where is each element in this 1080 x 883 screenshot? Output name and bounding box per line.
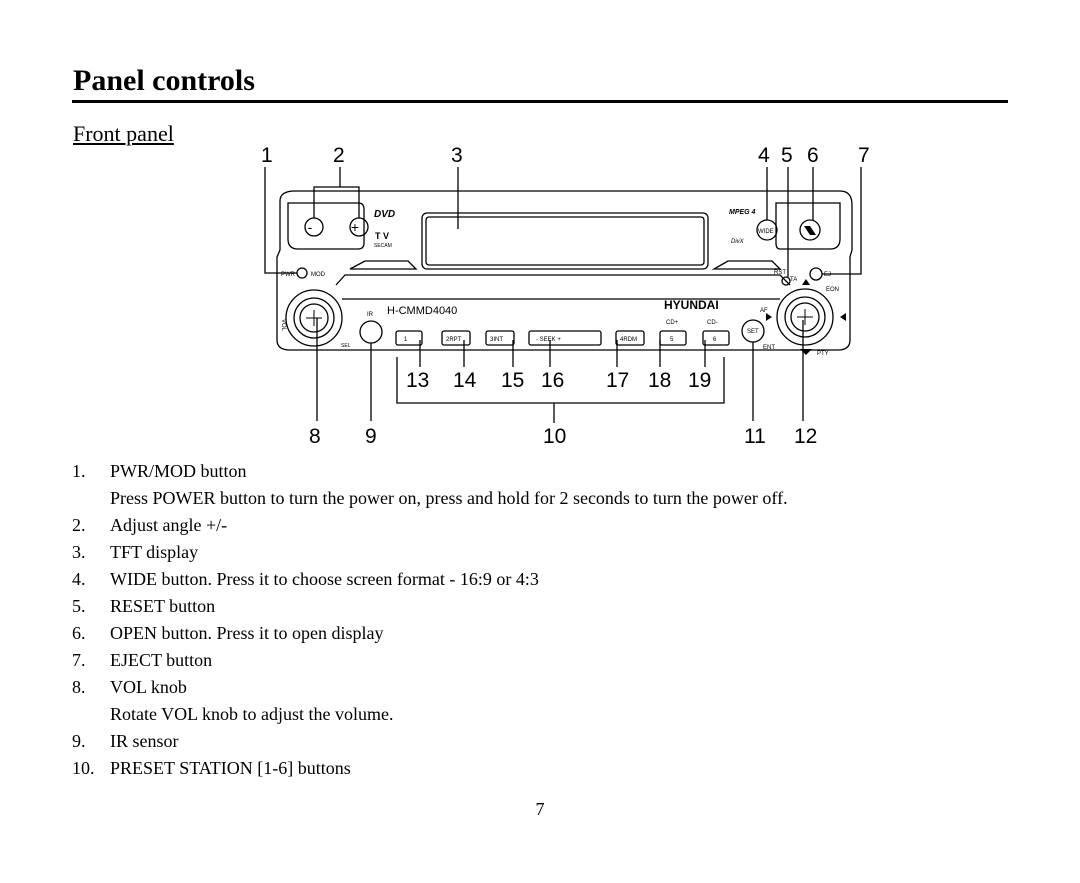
callout-12: 12 (794, 425, 818, 448)
callout-3: 3 (451, 144, 463, 167)
mod-label: MOD (311, 272, 325, 278)
list-item: 9. IR sensor (72, 731, 179, 751)
ta-label: TA (790, 277, 798, 283)
ej-label: EJ (824, 272, 832, 278)
pty-label: PTY (817, 351, 829, 357)
preset-3-label: 3INT (490, 337, 504, 343)
list-item-description: Rotate VOL knob to adjust the volume. (110, 704, 394, 724)
callout-13: 13 (406, 369, 430, 392)
list-item: 4. WIDE button. Press it to choose screen format - 16:9 or 4:3 (72, 569, 539, 589)
right-arrow-icon (840, 313, 846, 321)
callout-4: 4 (758, 144, 770, 167)
set-label: SET (747, 329, 759, 335)
preset-6-label: 6 (713, 337, 717, 343)
list-item: 1. PWR/MOD button (72, 461, 247, 481)
callout-15: 15 (501, 369, 525, 392)
ir-label: IR (367, 312, 373, 318)
pwr-mod-button[interactable] (297, 268, 307, 278)
ta-up-arrow-icon (802, 279, 810, 285)
page-title: Panel controls (73, 64, 255, 97)
page-number: 7 (535, 799, 545, 819)
controls-list (72, 458, 1032, 782)
angle-plus-label: + (350, 219, 360, 235)
list-item-description: Press POWER button to turn the power on, press and hold for 2 seconds to turn the power off. (110, 488, 788, 508)
list-item: 6. OPEN button. Press it to open display (72, 623, 384, 643)
model-label: H-CMMD4040 (387, 305, 458, 317)
title-rule (72, 100, 1008, 103)
callout-9: 9 (365, 425, 377, 448)
callout-7: 7 (858, 144, 870, 167)
callout-6: 6 (807, 144, 819, 167)
callout-14: 14 (453, 369, 477, 392)
list-item: 3. TFT display (72, 542, 199, 562)
preset-5-label: 5 (670, 337, 674, 343)
rst-label: RST (774, 270, 786, 276)
callout-17: 17 (606, 369, 630, 392)
list-item: 5. RESET button (72, 596, 216, 616)
preset-1-button[interactable] (396, 331, 422, 345)
divx-logo: DivX (731, 239, 744, 245)
pwr-label: PWR (281, 272, 295, 278)
angle-minus-label: - (307, 219, 313, 235)
cd-minus-label: CD- (707, 320, 718, 326)
callout-2: 2 (333, 144, 345, 167)
mpeg4-logo: MPEG 4 (729, 209, 756, 216)
ent-label: ENT (763, 345, 775, 351)
list-item: 8. VOL knob (72, 677, 187, 697)
af-label: AF (760, 308, 768, 314)
preset-1-label: 1 (404, 337, 408, 343)
preset-2-label: 2RPT (446, 337, 462, 343)
brand-logo: HYUNDAI (664, 298, 719, 312)
wide-label: WIDE (758, 229, 774, 235)
tv-logo: T V (375, 231, 390, 241)
callout-5: 5 (781, 144, 793, 167)
secam-label: SECAM (374, 243, 392, 249)
down-arrow-icon (800, 349, 812, 355)
callout-1: 1 (261, 144, 273, 167)
callout-19: 19 (688, 369, 712, 392)
eon-label: EON (826, 287, 840, 293)
sel-label: SEL (341, 343, 351, 349)
callout-16: 16 (541, 369, 565, 392)
left-arrow-icon (766, 313, 772, 321)
callout-11: 11 (744, 425, 766, 448)
vol-label: VOL (280, 319, 286, 332)
dvd-logo: DVD (374, 209, 396, 220)
tft-display (426, 217, 704, 265)
list-item: 2. Adjust angle +/- (72, 515, 228, 535)
seek-label: - SEEK + (536, 337, 561, 343)
cd-plus-label: CD+ (666, 320, 679, 326)
eject-button[interactable] (810, 268, 822, 280)
ir-sensor (360, 321, 382, 343)
eject-triangle-icon (804, 226, 816, 235)
callout-18: 18 (648, 369, 672, 392)
callout-10: 10 (543, 425, 567, 448)
list-item: 7. EJECT button (72, 650, 213, 670)
list-item: 10. PRESET STATION [1-6] buttons (72, 758, 351, 778)
preset-4-label: 4RDM (620, 337, 638, 343)
panel-body (277, 191, 852, 350)
section-subtitle: Front panel (73, 121, 174, 146)
front-panel-diagram (240, 135, 880, 450)
callout-8: 8 (309, 425, 321, 448)
